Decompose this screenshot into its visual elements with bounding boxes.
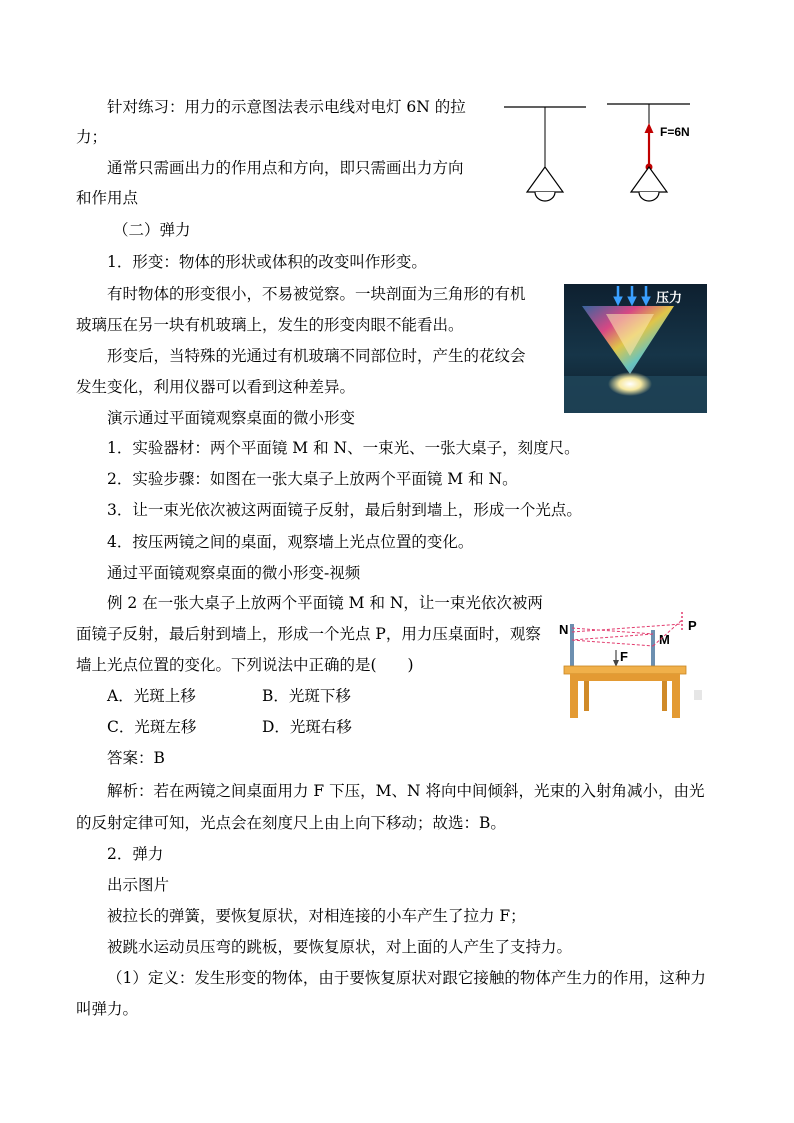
- spot-p-label: P: [688, 618, 697, 633]
- lamp-shade: [631, 167, 667, 192]
- text-line: 形变后，当特殊的光通过有机玻璃不同部位时，产生的花纹会: [107, 347, 526, 365]
- lamp-bulb: [639, 192, 659, 201]
- text-line: 1．实验器材：两个平面镜 M 和 N、一束光、一张大桌子，刻度尺。: [107, 439, 580, 457]
- lamp-bulb: [535, 192, 555, 201]
- text-line: 解析：若在两镜之间桌面用力 F 下压，M、N 将向中间倾斜，光束的入射角减小，由光: [107, 782, 705, 800]
- text-line: （1）定义：发生形变的物体，由于要恢复原状对跟它接触的物体产生力的作用，这种力: [107, 969, 706, 987]
- contact-glow: [608, 372, 652, 396]
- photoelastic-glass-photo: [564, 284, 707, 413]
- pressure-label: 压力: [656, 291, 683, 306]
- force-f-label: F: [620, 649, 628, 664]
- text-line: 和作用点: [76, 189, 139, 207]
- text-line: 通过平面镜观察桌面的微小形变-视频: [107, 564, 361, 582]
- text-line: 的反射定律可知，光点会在刻度尺上由上向下移动；故选：B。: [76, 814, 506, 832]
- choice-b: B．光斑下移: [262, 687, 351, 705]
- choice-c: C．光斑左移: [107, 718, 197, 736]
- mirror-m-label: M: [659, 632, 670, 647]
- section-heading: （二）弹力: [113, 221, 191, 239]
- choice-a: A．光斑上移: [107, 687, 196, 705]
- section-heading: 2．弹力: [107, 845, 164, 863]
- text-line: 针对练习：用力的示意图法表示电线对电灯 6N 的拉: [107, 98, 466, 116]
- mirror-n-label: N: [559, 622, 569, 637]
- text-line: 出示图片: [107, 876, 170, 894]
- text-line: 有时物体的形变很小，不易被觉察。一块剖面为三角形的有机: [107, 285, 526, 303]
- text-line: 叫弹力。: [76, 1000, 139, 1018]
- answer: 答案：B: [107, 749, 165, 767]
- force-label: F=6N: [660, 125, 690, 139]
- text-line: 被拉长的弹簧，要恢复原状，对相连接的小车产生了拉力 F；: [107, 907, 526, 925]
- text-line: 3．让一束光依次被这两面镜子反射，最后射到墙上，形成一个光点。: [107, 501, 582, 519]
- table-mirror-figure: [558, 610, 718, 722]
- text-line: 面镜子反射，最后射到墙上，形成一个光点 P，用力压桌面时，观察: [76, 625, 541, 643]
- force-arrow-head: [645, 123, 654, 133]
- choice-d: D．光斑右移: [262, 718, 352, 736]
- text-line: 1．形变：物体的形状或体积的改变叫作形变。: [107, 253, 427, 271]
- text-line: 被跳水运动员压弯的跳板，要恢复原状，对上面的人产生了支持力。: [107, 938, 573, 956]
- watermark-mark: [694, 690, 702, 700]
- text-line: 墙上光点位置的变化。下列说法中正确的是( ): [76, 656, 414, 674]
- lamp-shade: [527, 167, 563, 192]
- text-line: 例 2 在一张大桌子上放两个平面镜 M 和 N，让一束光依次被两: [107, 594, 543, 612]
- text-line: 发生变化，利用仪器可以看到这种差异。: [76, 378, 356, 396]
- table-leg: [584, 681, 589, 711]
- text-line: 演示通过平面镜观察桌面的微小形变: [107, 409, 356, 427]
- text-line: 力；: [76, 128, 108, 146]
- table-leg: [672, 674, 680, 718]
- text-line: 玻璃压在另一块有机玻璃上，发生的形变肉眼不能看出。: [76, 316, 464, 334]
- table-leg: [662, 681, 667, 711]
- text-line: 通常只需画出力的作用点和方向，即只需画出力方向: [107, 159, 464, 177]
- text-line: 2．实验步骤：如图在一张大桌子上放两个平面镜 M 和 N。: [107, 470, 518, 488]
- table-apron: [570, 674, 680, 681]
- table-top: [564, 666, 686, 674]
- table-leg: [570, 674, 578, 718]
- text-line: 4．按压两镜之间的桌面，观察墙上光点位置的变化。: [107, 533, 474, 551]
- hanging-lamps-figure: [500, 95, 695, 215]
